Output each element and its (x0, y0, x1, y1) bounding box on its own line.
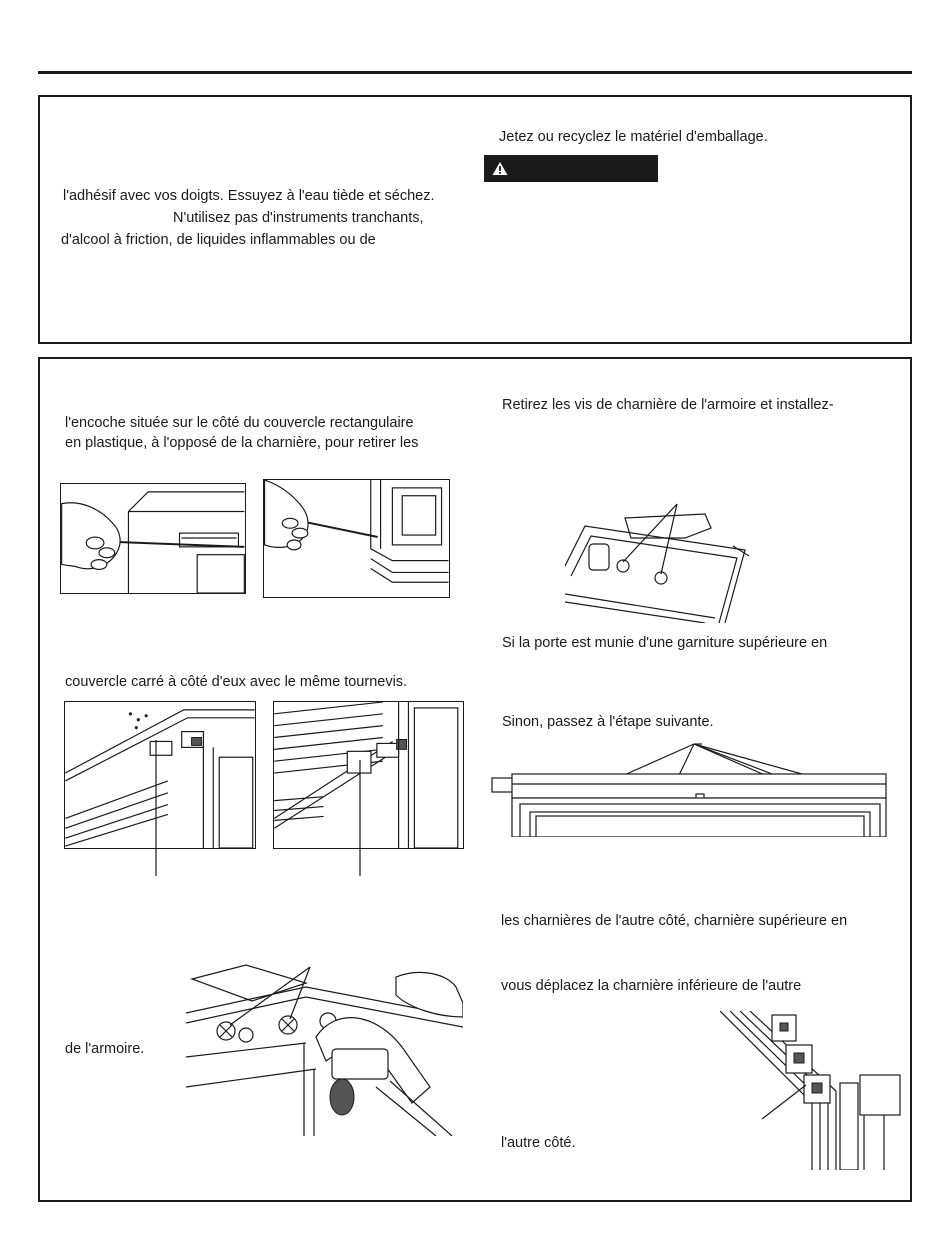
step1-left-line1: l'encoche située sur le côté du couvercle rectangulaire (65, 415, 414, 431)
step3-right-line2: vous déplacez la charnière inférieure de l'autre (501, 978, 802, 994)
step2-right-line1: Si la porte est munie d'une garniture supérieure en (502, 635, 828, 651)
adhesive-text-line2: N'utilisez pas d'instruments tranchants, (173, 210, 424, 226)
figure-door-hinge-side (720, 1011, 904, 1170)
step3-left-line1: de l'armoire. (65, 1041, 145, 1057)
illustration-cover-tool-1 (61, 484, 245, 593)
figure-remove-cover-1 (60, 483, 246, 594)
illustration-cover-tool-2 (264, 480, 449, 597)
warning-bar (484, 155, 658, 182)
figure-bottom-hinge-screws (186, 957, 463, 1136)
adhesive-text-line1: l'adhésif avec vos doigts. Essuyez à l'eau tiède et séchez. (63, 188, 435, 204)
figure-cabinet-hinge-screws (565, 498, 757, 623)
pointer-lines (140, 740, 380, 880)
figure-door-top-trim (490, 742, 887, 837)
step1-right-line1: Retirez les vis de charnière de l'armoire et installez- (502, 397, 834, 413)
figure-remove-cover-2 (263, 479, 450, 598)
step3-right-line1: les charnières de l'autre côté, charnière supérieure en (501, 913, 848, 929)
illustration-door-hinge-side (720, 1011, 904, 1170)
step2-right-line2: Sinon, passez à l'étape suivante. (502, 714, 714, 730)
step3-right-line3: l'autre côté. (501, 1135, 576, 1151)
header-rule (38, 71, 912, 74)
warning-triangle-icon (492, 161, 508, 176)
illustration-bottom-hinge (186, 957, 463, 1136)
step2-left-line1: couvercle carré à côté d'eux avec le même tournevis. (65, 674, 408, 690)
illustration-hinge-screws (565, 498, 757, 623)
section-packaging (38, 95, 912, 344)
illustration-door-trim (490, 742, 887, 837)
step1-left-line2: en plastique, à l'opposé de la charnière, pour retirer les (65, 435, 419, 451)
adhesive-text-line3: d'alcool à friction, de liquides inflammables ou de (61, 232, 376, 248)
recycle-text: Jetez ou recyclez le matériel d'emballage. (499, 129, 768, 145)
